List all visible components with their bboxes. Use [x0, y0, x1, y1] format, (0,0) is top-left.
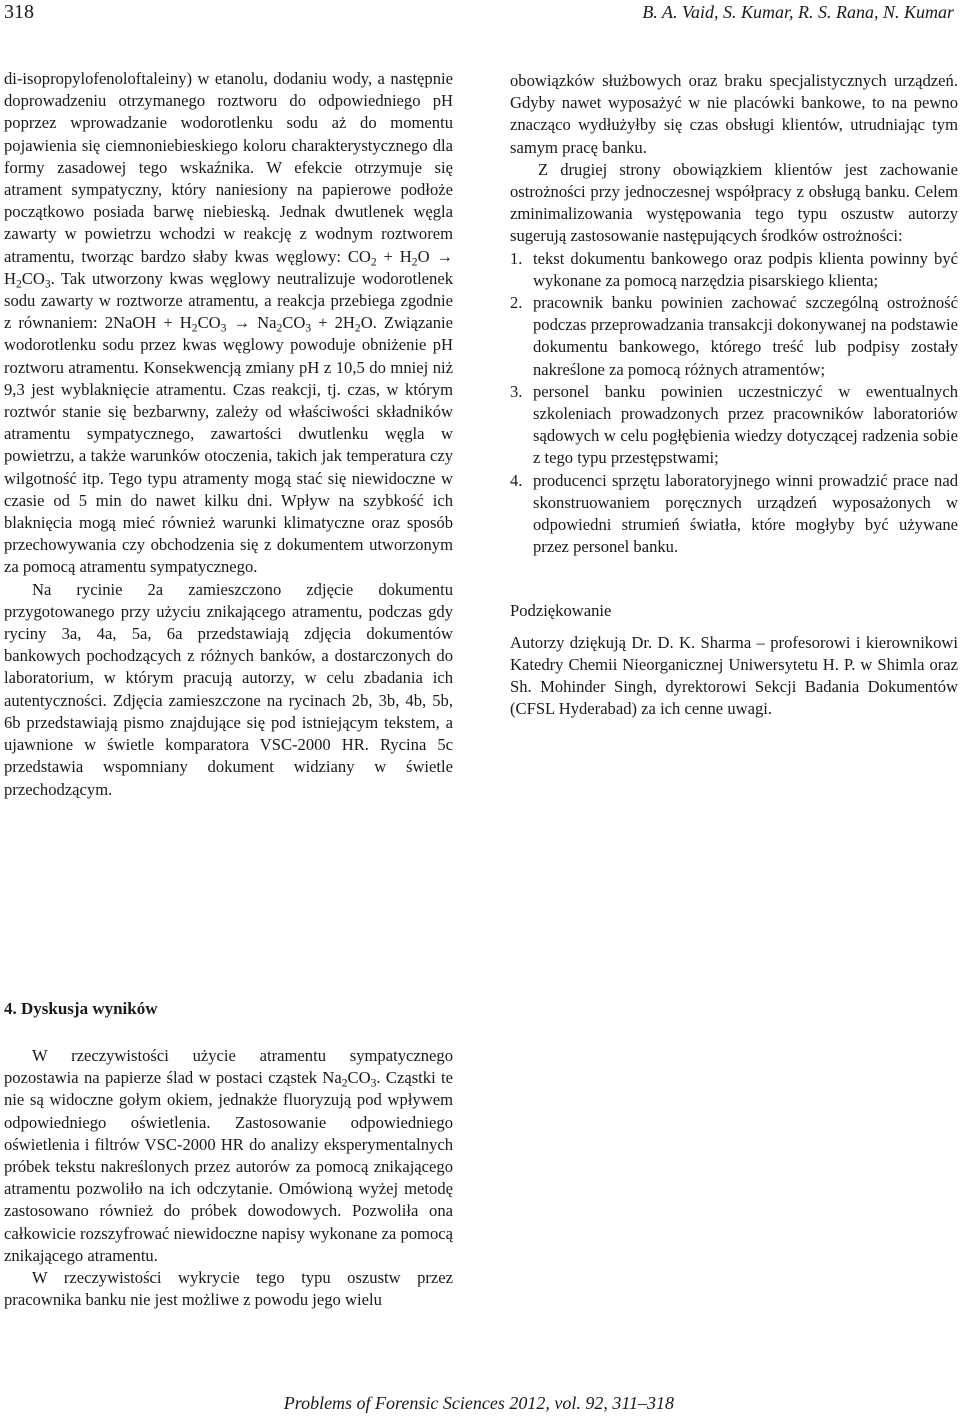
section-heading: 4. Dyskusja wyników: [4, 999, 158, 1018]
subscript: 2: [191, 321, 198, 335]
list-item-text: personel banku powinien uczestniczyć w ewentualnych szkoleniach prowadzonych przez pracowników laboratoriów sądowych w celu pogłębienia wiedzy dotyczącej radzenia sobie z tego typu przestępstwami;: [533, 381, 958, 468]
journal-citation: Problems of Forensic Sciences 2012, vol. 92, 311–318: [283, 1393, 674, 1413]
paragraph-bank-staff: obowiązków służbowych oraz braku specjalistycznych urządzeń. Gdyby nawet wyposażyć w nie placówki bankowe, to na pewno znacząco wydłużyłby się czas obsługi klientów, utrudniając tym samym pracę banku.: [510, 71, 958, 157]
text-segment: W rzeczywistości użycie atramentu sympatycznego pozostawia na papierze ślad w postaci cząstek Na: [4, 1046, 453, 1088]
subscript: 2: [341, 1076, 348, 1090]
text-segment: + H: [376, 246, 412, 266]
subscript: 3: [305, 321, 312, 335]
running-head: B. A. Vaid, S. Kumar, R. S. Rana, N. Kumar: [642, 2, 954, 22]
list-number: 2.: [510, 293, 523, 313]
list-number: 1.: [510, 248, 523, 268]
list-item: [510, 381, 958, 470]
subscript: 3: [220, 321, 227, 335]
subscript: 3: [44, 277, 51, 291]
page-number: 318: [4, 1, 34, 23]
subscript: 3: [370, 1076, 377, 1090]
text-segment: O → H: [4, 246, 453, 288]
text-segment: CO: [21, 268, 45, 288]
acknowledgement-text: Autorzy dziękują Dr. D. K. Sharma – profesorowi i kierownikowi Katedry Chemii Nieorganicznej Uniwersytetu H. P. w Shimla oraz Sh. Mohinder Singh, dyrektorowi Sekcji Badania Dokumentów (CFSL Hyderabad) za ich cenne uwagi.: [510, 632, 958, 719]
list-item-text: producenci sprzętu laboratoryjnego winni prowadzić prace nad skonstruowaniem poręcznych urządzeń wyposażonych w odpowiedni strumień światła, które mogłyby być używane przez personel banku.: [533, 470, 958, 557]
text-segment: CO: [347, 1068, 371, 1088]
precautions-list: [510, 248, 958, 559]
left-column: [4, 68, 453, 801]
list-number: 3.: [510, 381, 523, 401]
text-segment: + 2H: [311, 313, 355, 333]
paragraph-figures: Na rycinie 2a zamieszczono zdjęcie dokumentu przygotowanego przy użyciu znikającego atramentu, podczas gdy ryciny 3a, 4a, 5a, 6a przedstawiają zdjęcia dokumentów bankowych pochodzących z różnych banków, a dostarczonych do laboratorium, w którym pracują autorzy, w celu zbadania ich autentyczności. Zdjęcia zamieszczone na rycinach 2b, 3b, 4b, 5b, 6b przedstawiają pismo znajdujące się pod istniejącym tekstem, a ujawnione w świetle komparatora VSC-2000 HR. Rycina 5c przedstawia wspomniany dokument widziany w świetle przechodzącym.: [4, 579, 453, 799]
text-segment: CO: [282, 313, 306, 333]
list-item: [510, 248, 958, 292]
text-segment: CO: [197, 313, 221, 333]
subscript: 2: [15, 277, 22, 291]
paragraph-client-duty: Z drugiej strony obowiązkiem klientów jest zachowanie ostrożności przy jednoczesnej współpracy z obsługą banku. Celem zminimalizowania występowania tego typu oszustw autorzy sugerują zastosowanie następujących środków ostrożności:: [510, 159, 958, 246]
subscript: 2: [411, 255, 418, 269]
paragraph-discussion: [4, 1045, 453, 1267]
text-segment: . Cząstki te nie są widoczne gołym okiem, jednakże fluoryzują pod wpływem odpowiedniego oświetlenia. Zastosowanie odpowiedniego oświetlenia i filtrów VSC-2000 HR do analizy eksperymentalnych próbek tekstu nakreślonych przez autorów za pomocą znikającego atramentu pozwoliło na ich odczytanie. Omówioną wyżej metodę zastosowano również do próbek dowodowych. Pozwoliła ona całkowicie rozszyfrować niewidoczne napisy wykonane za pomocą znikającego atramentu.: [4, 1068, 453, 1265]
list-item: [510, 292, 958, 381]
list-item-text: tekst dokumentu bankowego oraz podpis klienta powinny być wykonane za pomocą narzędzia pisarskiego klienta;: [533, 248, 958, 290]
list-number: 4.: [510, 470, 523, 490]
paragraph-detection: W rzeczywistości wykrycie tego typu oszustw przez pracownika banku nie jest możliwe z powodu jego wielu: [4, 1268, 453, 1310]
list-item-text: pracownik banku powinien zachować szczególną ostrożność podczas przeprowadzania transakcji dokonywanej na podstawie dokumentu bankowego, którego treść lub podpisy zostały nakreślone za pomocą różnych atramentów;: [533, 293, 958, 379]
text-segment: di-isopropylofenoloftaleiny) w etanolu, dodaniu wody, a następnie doprowadzeniu otrzymanego roztworu do odpowiedniego pH poprzez wprowadzanie wodorotlenku sodu aż do momentu pojawienia się ciemnoniebieskiego koloru charakterystycznego dla formy zasadowej tego wskaźnika. W efekcie otrzymuje się atrament sympatyczny, który naniesiony na papierowe podłoże początkowo posiada barwę niebieską. Jednak dwutlenek węgla zawarty w powietrzu wchodzi w reakcję z wodnym roztworem atramentu, tworząc bardzo słaby kwas węglowy: CO: [4, 69, 453, 266]
subscript: 2: [370, 255, 377, 269]
text-segment: O. Związanie wodorotlenku sodu przez kwas węglowy powoduje obniżenie pH roztworu atramentu. Konsekwencją zmiany pH z 10,5 do mniej niż 9,3 jest wyblaknięcie atramentu. Czas reakcji, tj. czas, w którym roztwór stanie się bezbarwny, zależy od właściwości składników atramentu sympatycznego, zawartości dwutlenku węgla w powietrzu, a także warunków otoczenia, takich jak temperatura czy wilgotność itp. Tego typu atramenty mogą stać się niewidoczne w czasie od 5 min do nawet kilku dni. Wpływ na szybkość ich blaknięcia mogą mieć również warunki klimatyczne oraz sposób przechowywania czy obchodzenia się z dokumentem utworzonym za pomocą atramentu sympatycznego.: [4, 313, 453, 577]
right-column: [510, 70, 958, 720]
subscript: 2: [276, 321, 283, 335]
list-item: [510, 470, 958, 559]
text-segment: → Na: [226, 313, 277, 333]
paragraph-reaction-mechanism: [4, 68, 453, 579]
subscript: 2: [354, 321, 361, 335]
acknowledgement-heading: Podziękowanie: [510, 601, 612, 621]
text-segment: . Tak utworzony kwas węglowy neutralizuje wodorotlenek sodu zawarty w roztworze atramentu, a reakcja przebiega zgodnie z równaniem: 2NaOH + H: [4, 268, 453, 333]
discussion-column: [4, 1045, 453, 1311]
